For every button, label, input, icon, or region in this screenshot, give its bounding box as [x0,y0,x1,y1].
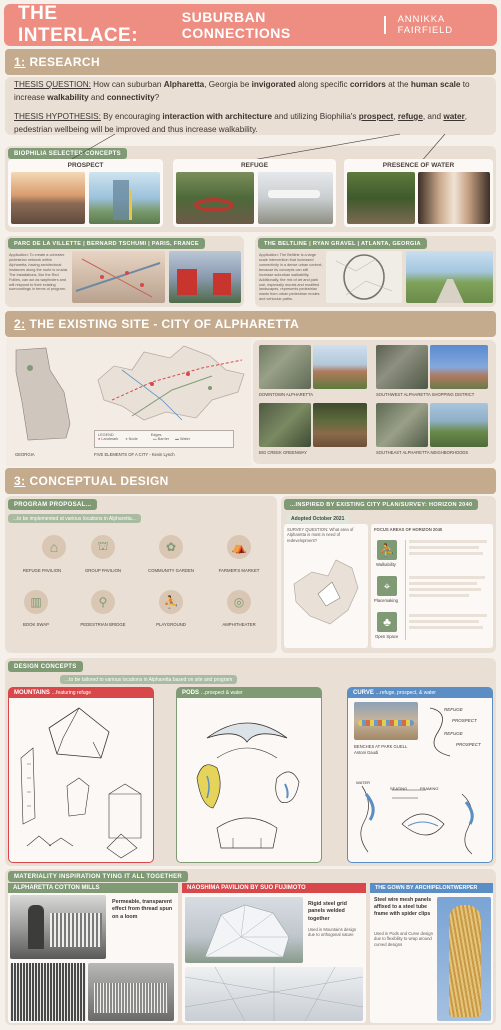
thesis-text: ? [154,92,160,102]
program-item-playground [159,590,183,614]
downtown-caption: DOWNTOWN ALPHARETTA [259,392,314,397]
sketch-prospect-label-2: PROSPECT [456,742,481,747]
villette-plan [72,251,165,303]
naoshima-mesh [185,897,303,963]
amphitheater-icon: ◎ [227,590,251,614]
thesis-bold: walkability [47,92,89,102]
beltline-map-drawing [326,251,402,303]
alpharetta-map [92,340,250,424]
gown-card [370,883,493,1023]
thesis-question-label: THESIS QUESTION: [14,80,91,89]
program-item-amphitheater [227,590,251,614]
program-label: FARMER'S MARKET [218,568,260,573]
adopted-badge: Adopted October 2021 [286,514,349,523]
southeast-caption: SOUTHEAST ALPHARETTA NEIGHBORHOODS [376,450,469,455]
villette-photo-folly [169,251,241,303]
thesis-bold: human scale [410,80,461,89]
legend-title: LEGEND [98,433,114,437]
curve-card [347,687,493,863]
cotton-mills-photo-3 [88,963,174,1021]
sketch-framing-label: FRAMING [420,786,439,791]
refuge-photo-shelter [258,172,333,224]
legend-landmark-icon: ● [98,437,101,441]
section-research-header [5,49,496,75]
beltline-map [326,251,402,303]
thesis-hypothesis-label: THESIS HYPOTHESIS: [14,112,101,121]
curve-subtitle: ...refuge, prospect, & water [375,690,436,696]
mountains-sketches [9,698,152,862]
refuge-photo-benches [176,172,254,224]
section-label: THE EXISTING SITE - CITY OF ALPHARETTA [29,317,300,331]
placemaking-label: Placemaking [374,598,398,603]
sketch-prospect-label: PROSPECT [452,718,477,723]
legend-water-icon: ▬ [175,437,179,441]
gown-photo [437,897,491,1021]
books-icon: ▥ [24,590,48,614]
walkability-label: Walkability [376,562,396,567]
thesis-bold: water [443,112,465,121]
playground-icon: ⛹ [159,590,183,614]
section-label: RESEARCH [29,55,101,69]
mountains-card [8,687,154,863]
text-line [409,576,485,579]
thesis-bold: Alpharetta [163,80,205,89]
pods-header [177,688,321,698]
kevin-lynch-caption: FIVE ELEMENTS OF A CITY - Kevin Lynch [94,452,175,457]
thesis-text: How can suburban [90,80,164,89]
park-guell-caption: BENCHES AT PARK GUELL [354,744,408,749]
text-line [409,546,479,549]
concepts-tag: DESIGN CONCEPTS [8,661,83,672]
legend-barrier: Barrier [157,437,170,441]
text-line [409,552,483,555]
pods-title: PODS [182,690,200,696]
park-guell-photo [354,702,418,740]
thesis-text: along specific [295,80,350,89]
program-label: BOOK SWAP [22,622,50,627]
curve-title: CURVE [353,690,374,696]
southeast-aerial [376,403,428,447]
program-item-community-garden [159,535,183,559]
survey-card [284,524,368,648]
southwest-photo [430,345,488,389]
site-map-area [6,338,251,466]
naoshima-title: NAOSHIMA PAVILION BY SUO FUJIMOTO [182,883,366,893]
thesis-text: , [393,112,398,121]
thesis-bold: corridors [349,80,386,89]
villette-application: Application: To create a cohesive pedestrian network within Alpharetta, having architectural instances along the route is crucial. The installations, like the Red Follies, can act as wayfinders and will respond to their existing surroundings in terms of program. [9,253,69,292]
concepts-subtag: ...to be tailored to various locations in Alpharetta based on site and program [60,675,237,684]
focus-areas-title: FOCUS AREAS OF HORIZON 2040 [374,527,443,532]
thesis-text: , and [422,112,444,121]
southwest-caption: SOUTHWEST ALPHARETTA SHOPPING DISTRICT [376,392,475,397]
sketch-water-label: WATER [356,780,370,785]
curve-header [348,688,492,698]
program-subtag: ...to be implemented at various locations in Alpharetta... [8,514,141,523]
text-line [409,582,477,585]
text-line [409,588,481,591]
inspired-tag: ...INSPIRED BY EXISTING CITY PLAN/SURVEY: HORIZON 2040 [284,499,478,510]
text-line [409,626,483,629]
text-line [409,614,487,617]
section-number: 2: [14,317,26,331]
map-legend [94,430,234,448]
text-line [409,540,487,543]
prospect-photo-valley [11,172,85,224]
legend-barrier-icon: ▬ [152,437,157,441]
page-header [4,4,497,46]
water-photo-canal [347,172,415,224]
thesis-text: and utilizing Biophilia's [272,112,359,121]
legend-edges: Edges [150,433,162,437]
program-tag: PROGRAM PROPOSAL... [8,499,97,510]
pavilion-icon: ⌂ [42,535,66,559]
downtown-photo [313,345,367,389]
georgia-map [8,342,78,452]
beltline-photo-trail [406,251,493,303]
section-concept-header [5,468,496,494]
poster-title: THE INTERLACE: [18,3,139,46]
biophilia-tag: BIOPHILIA SELECTED CONCEPTS [8,148,127,159]
program-item-refuge-pavilion [24,535,66,559]
mountains-header [9,688,153,698]
southwest-aerial [376,345,428,389]
garden-icon: ✿ [159,535,183,559]
naoshima-interior [185,967,363,1021]
sketch-refuge-label-2: REFUGE [444,731,463,736]
villette-plan-drawing [72,251,165,303]
pods-card [176,687,322,863]
legend-water: Water [180,437,190,441]
mountains-title: MOUNTAINS [14,690,50,696]
program-item-pedestrian-bridge [91,590,115,614]
thesis-bold: invigorated [251,80,296,89]
program-label: PEDESTRIAN BRIDGE [80,622,126,627]
section-label: CONCEPTUAL DESIGN [29,474,169,488]
cotton-mills-photo-2 [10,963,86,1021]
program-item-group-pavilion [91,535,115,559]
program-label: GROUP PAVILION [84,568,122,573]
georgia-caption: GEORGIA [15,452,35,457]
section-site-header [5,311,496,337]
program-label: PLAYGROUND [156,622,186,627]
thesis-bold: connectivity [106,92,155,102]
survey-map [288,554,364,640]
materiality-tag: MATERIALITY INSPIRATION TYING IT ALL TOGETHER [8,871,188,882]
downtown-aerial [259,345,311,389]
thesis-question [14,79,492,104]
thesis-bold: refuge [397,112,423,121]
legend-node: Node [128,437,138,441]
pods-subtitle: ...prospect & water [201,690,243,696]
greenway-photo [313,403,367,447]
text-line [409,620,479,623]
prospect-card [8,159,163,227]
focus-divider [405,540,406,640]
naoshima-photo-2 [185,967,363,1021]
open-space-label: Open Space [375,634,399,639]
bridge-icon: ⚲ [91,590,115,614]
water-title: PRESENCE OF WATER [382,162,455,169]
thesis-text: , pedestrian wellbeing will be improved and thus increase walkability. [14,112,468,134]
thesis-text: By encouraging [100,112,163,121]
program-label: AMPHITHEATER [222,622,256,627]
prospect-title: PROSPECT [67,162,104,169]
gown-title: THE GOWN BY ARCHIPELONTWERPER [370,883,493,893]
sketch-refuge-label: REFUGE [444,707,463,712]
villette-tag: PARC DE LA VILLETTE | BERNARD TSCHUMI | PARIS, FRANCE [8,238,205,249]
refuge-title: REFUGE [240,162,269,169]
naoshima-text: Rigid steel grid panels welded together [308,901,347,922]
section-number: 1: [14,55,26,69]
greenway-aerial [259,403,311,447]
sketch-seating-label: SEATING [390,786,408,791]
placemaking-icon: ⌖ [377,576,397,596]
poster-subtitle: SUBURBAN CONNECTIONS [181,9,291,41]
cotton-mills-card [8,883,178,1023]
refuge-card [173,159,336,227]
thesis-text: to increase [14,80,470,102]
thesis-text: at the [385,80,411,89]
greenway-caption: BIG CREEK GREENWAY [259,450,307,455]
program-label: COMMUNITY GARDEN [148,568,194,573]
thesis-text: , Georgia be [204,80,252,89]
program-item-farmers-market [227,535,251,559]
pods-sketches [177,698,320,862]
cotton-mills-text: Permeable, transparent effect from thread spun on a loom [112,899,173,920]
text-line [409,594,469,597]
program-label: REFUGE PAVILION [22,568,62,573]
thesis-bold: prospect [358,112,394,121]
gown-subtext: Used in Pods and Curve design due to flexibility to wrap around curved designs [374,931,433,947]
naoshima-card [182,883,366,1023]
legend-node-icon: ● [125,437,128,441]
southeast-photo [430,403,488,447]
legend-landmark: Landmark [101,437,119,441]
naoshima-photo-1 [185,897,303,963]
walkability-icon: ⛹ [377,540,397,560]
market-icon: ⛺ [227,535,251,559]
cotton-mills-title: ALPHARETTA COTTON MILLS [8,883,178,893]
naoshima-subtext: Used in Mountains design due to orthogonal nature [308,927,357,938]
thesis-bold: interaction with architecture [162,112,273,121]
survey-question: SURVEY QUESTION: What area of Alpharetta is most in need of redevelopment? [287,527,354,543]
thesis-text: and [88,92,107,102]
focus-areas-card [371,524,493,648]
program-item-book-swap [24,590,48,614]
header-divider [384,16,386,34]
poster-author: ANNIKKA FAIRFIELD [397,14,453,36]
section-number: 3: [14,474,26,488]
gown-text: Steel wire mesh panels affixed to a steel tube frame with spider clips [374,897,432,918]
water-card [344,159,493,227]
beltline-tag: THE BELTLINE | RYAN GRAVEL | ATLANTA, GEORGIA [258,238,427,249]
gaudi-caption: Antoni Gaudi [354,750,379,755]
beltline-application: Application: The Beltline is a large scale intervention that increased connectivity in a dense urban context, because its concepts can still increase suburban walkability. Additionally, the mix of art and park use, especially murals and modified landscapes, represents pedestrian wants from urban pedestrian modes and vehicular paths. [259,253,323,302]
prospect-photo-tower [89,172,160,224]
water-photo-wall [418,172,490,224]
mountains-subtitle: ...featuring refuge [51,690,92,696]
cotton-mills-photo-1 [10,895,106,959]
open-space-icon: ♣ [377,612,397,632]
group-pavilion-icon: ⛫ [91,535,115,559]
